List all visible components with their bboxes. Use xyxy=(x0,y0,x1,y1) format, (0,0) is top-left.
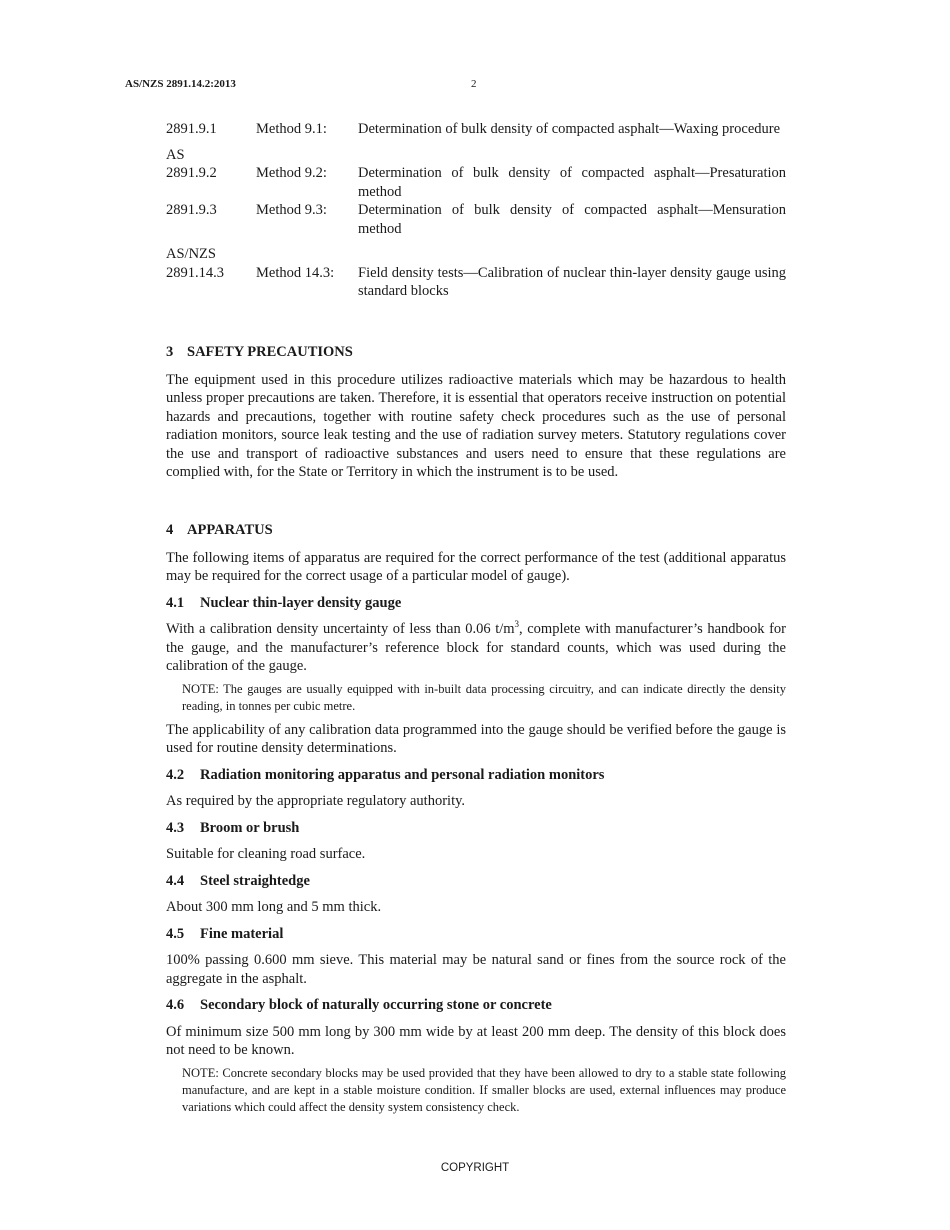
reference-row xyxy=(166,201,786,238)
section-number: 4 xyxy=(166,522,174,538)
section-intro: The following items of apparatus are required for the correct performance of the test (additional apparatus may be required for the correct usage of a particular model of gauge). xyxy=(166,549,786,584)
subsection-number: 4.1 xyxy=(166,594,185,611)
reference-row xyxy=(166,164,786,201)
subsection-body xyxy=(166,620,786,676)
section-heading xyxy=(166,343,786,362)
reference-number: 2891.14.3 xyxy=(166,264,224,281)
subsection-body: Of minimum size 500 mm long by 300 mm wide by at least 200 mm deep. The density of this block does not need to be known. xyxy=(166,1023,786,1058)
section-title: SAFETY PRECAUTIONS xyxy=(187,344,353,360)
subsection-heading xyxy=(166,925,786,944)
note: NOTE: Concrete secondary blocks may be used provided that they have been allowed to dry to a stable state following manufacture, and are kept in a stable moisture condition. If smaller blocks are used, external influences may produce variations which could affect the density system consistency check. xyxy=(182,1065,786,1114)
reference-number: 2891.9.2 xyxy=(166,165,217,181)
section-number: 3 xyxy=(166,344,174,360)
reference-title: Field density tests—Calibration of nuclear thin-layer density gauge using standard blocks xyxy=(358,264,786,299)
body-text: With a calibration density uncertainty of less than 0.06 t/m xyxy=(166,621,515,637)
standard-designation: AS/NZS 2891.14.2:2013 xyxy=(125,78,236,90)
subsection-heading xyxy=(166,996,786,1015)
subsection-body: As required by the appropriate regulatory authority. xyxy=(166,793,466,809)
section-title: APPARATUS xyxy=(187,522,273,538)
reference-number: 2891.9.1 xyxy=(166,121,217,137)
reference-title: Determination of bulk density of compacted asphalt—Mensuration method xyxy=(358,202,786,237)
subsection-title: Broom or brush xyxy=(200,819,300,836)
subsection-heading xyxy=(166,594,786,613)
reference-method: Method 9.3: xyxy=(256,202,327,218)
reference-row xyxy=(166,264,786,301)
page-number: 2 xyxy=(471,78,477,90)
section-body: The equipment used in this procedure utilizes radioactive materials which may be hazardous to health unless proper precautions are taken. Therefore, it is essential that operators receive instruction on potential hazards and precautions, together with routine safety check procedures such as the use of personal radiation monitors, source leak testing and the use of radiation survey meters. Statutory regulations cover the use and transport of radioactive substances and users need to ensure that these regulations are complied with, for the State or Territory in which the instrument is to be used. xyxy=(166,371,786,480)
reference-method: Method 9.1: xyxy=(256,121,327,137)
subsection-body: 100% passing 0.600 mm sieve. This material may be natural sand or fines from the source rock of the aggregate in the asphalt. xyxy=(166,952,786,987)
subsection-title: Nuclear thin-layer density gauge xyxy=(200,594,402,611)
section-4-apparatus xyxy=(166,521,786,1116)
subsection-title: Secondary block of naturally occurring stone or concrete xyxy=(200,997,552,1013)
subsection-number: 4.6 xyxy=(166,997,185,1013)
subsection-number: 4.2 xyxy=(166,766,185,783)
subsection-body: About 300 mm long and 5 mm thick. xyxy=(166,899,382,915)
subsection-number: 4.3 xyxy=(166,819,185,836)
reference-number: 2891.9.3 xyxy=(166,202,217,218)
subsection-body: Suitable for cleaning road surface. xyxy=(166,846,366,862)
body-text: , complete with manufacturer’s handbook for the gauge, and the manufacturer’s reference block for standard counts, which was used during the calibration of the gauge. xyxy=(166,621,787,674)
section-heading xyxy=(166,521,786,540)
subsection-body: The applicability of any calibration data programmed into the gauge should be verified before the gauge is used for routine density determinations. xyxy=(166,721,786,756)
subsection-title: Radiation monitoring apparatus and personal radiation monitors xyxy=(200,766,605,783)
reference-prefix: AS/NZS xyxy=(166,246,216,262)
copyright-footer: COPYRIGHT xyxy=(440,1162,510,1174)
subsection-heading xyxy=(166,766,786,785)
reference-method: Method 14.3: xyxy=(256,264,335,281)
superscript: 3 xyxy=(514,619,520,630)
reference-method: Method 9.2: xyxy=(256,165,327,181)
subsection-heading xyxy=(166,819,786,838)
note: NOTE: The gauges are usually equipped with in-built data processing circuitry, and can indicate directly the density reading, in tonnes per cubic metre. xyxy=(182,681,786,713)
reference-title: Determination of bulk density of compacted asphalt—Waxing procedure xyxy=(358,121,781,137)
subsection-heading xyxy=(166,872,786,891)
reference-title: Determination of bulk density of compacted asphalt—Presaturation method xyxy=(358,165,786,200)
section-3-safety-precautions xyxy=(166,343,786,482)
reference-prefix: AS xyxy=(166,146,185,163)
referenced-documents-list xyxy=(166,120,786,301)
subsection-number: 4.5 xyxy=(166,925,185,942)
subsection-number: 4.4 xyxy=(166,872,185,889)
subsection-title: Steel straightedge xyxy=(200,872,310,889)
reference-row xyxy=(166,120,786,139)
subsection-title: Fine material xyxy=(200,925,284,942)
